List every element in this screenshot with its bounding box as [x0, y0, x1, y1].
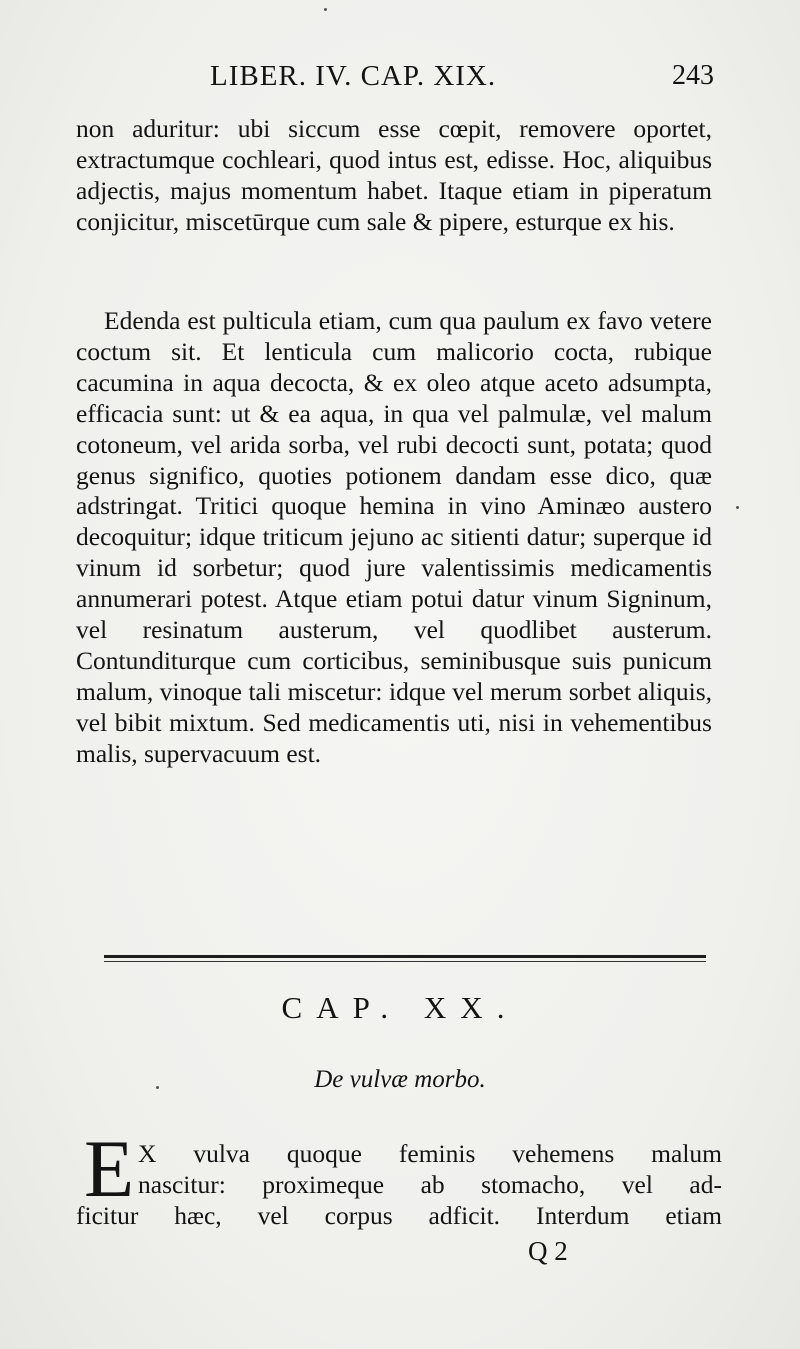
paragraph-text: Edenda est pulticula etiam, cum qua paulum ex favo vetere coctum sit. Et lenticula cum malicorio cocta, rubique cacumina in aqua decocta, & ex oleo atque aceto adsumpta, efficacia sunt: ut & ea aqua, in qua vel palmulæ, vel malum cotoneum, vel arida sorba, vel rubi decocti sunt, potata; quod genus significo, quoties potionem dandam esse dico, quæ adstringat. Tritici quoque hemina in vino Aminæo austero decoquitur; idque triticum jejuno ac sitienti datur; superque id vinum id sorbetur; quod jure valentissimis medicamentis annumerari potest. Atque etiam potui datur vinum Signinum, vel resinatum austerum, vel quodlibet austerum. Contunditurque cum corticibus, seminibusque suis punicum malum, vinoque tali miscetur: idque vel merum sorbet aliquis, vel bibit mixtum. Sed medicamentis uti, nisi in vehementibus malis, supervacuum est. [76, 306, 712, 768]
paragraph-edenda [76, 306, 712, 770]
signature-mark: Q 2 [528, 1236, 568, 1266]
page-number: 243 [672, 60, 714, 91]
ink-speck [156, 1086, 159, 1089]
chapter-line-1: X vulva quoque feminis vehemens malum [138, 1139, 722, 1168]
chapter-opening-lines [138, 1138, 722, 1200]
drop-cap-letter: E [84, 1123, 135, 1214]
paragraph-continued [76, 114, 712, 238]
running-head: LIBER. IV. CAP. XIX. [210, 60, 497, 92]
ink-speck [736, 506, 739, 509]
ink-speck [324, 8, 327, 11]
page-header [74, 60, 714, 100]
chapter-title: CAP. XX. [281, 990, 519, 1025]
chapter-subtitle: De vulvæ morbo. [314, 1066, 486, 1093]
paragraph-text: non aduritur: ubi siccum esse cœpit, removere oportet, extractumque cochleari, quod intus est, edisse. Hoc, aliquibus adjectis, majus momentum habet. Itaque etiam in piperatum conjicitur, miscetūrque cum sale & pipere, esturque ex his. [76, 114, 712, 236]
chapter-line-2: nascitur: proximeque ab stomacho, vel ad- [138, 1170, 722, 1199]
section-divider-rule [104, 955, 706, 958]
chapter-line-3: ficitur hæc, vel corpus adficit. Interdum etiam [76, 1201, 722, 1230]
